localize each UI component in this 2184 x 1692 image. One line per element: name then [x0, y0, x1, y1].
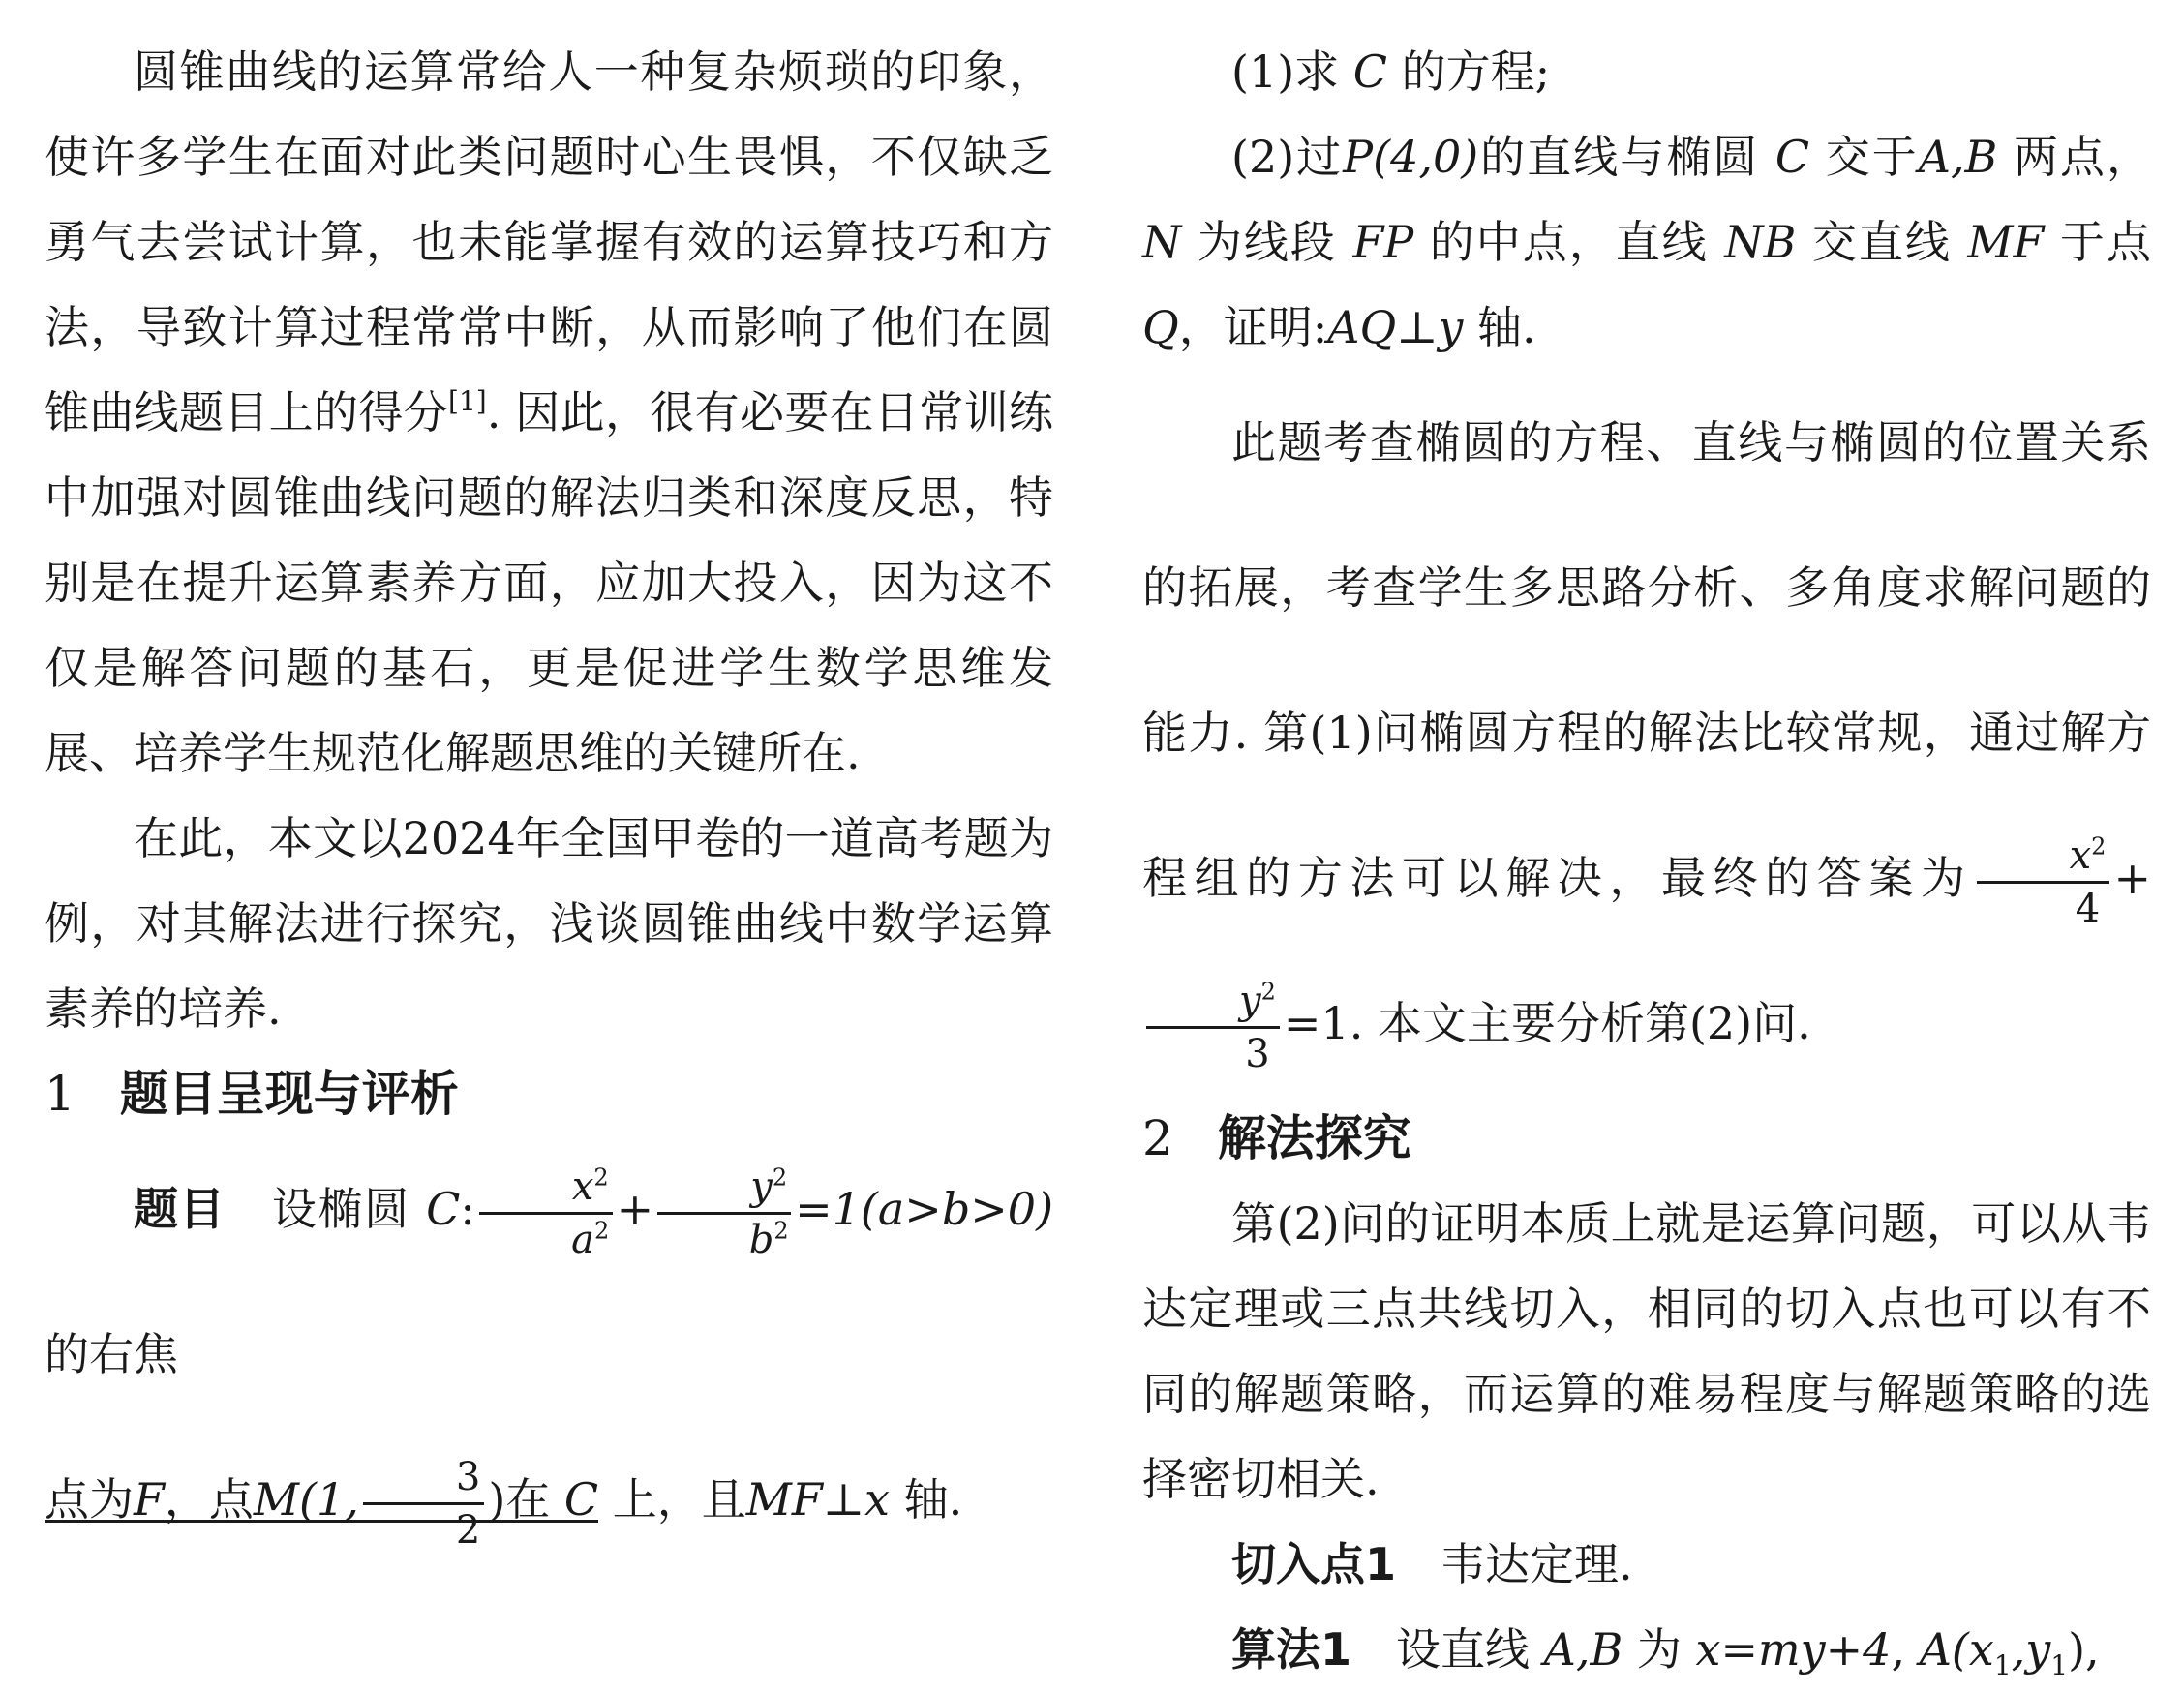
point-m: M(1,	[253, 1473, 359, 1526]
analysis-paragraph: 此题考查椭圆的方程、直线与椭圆的位置关系的拓展，考查学生多思路分析、多角度求解问题的能力. 第(1)问椭圆方程的解法比较常规，通过解方程组的方法可以解决，最终的答案为 $\frac{x^2}{4}$ + $\frac{y^2}{3}$ =1. 本文主要分析第(2)问.	[1142, 416, 2151, 1076]
problem-text-g: 轴.	[903, 1473, 963, 1526]
line-equation: x=my+4	[1695, 1623, 1892, 1676]
problem-text-f: 上，且	[612, 1473, 746, 1526]
question-2	[1142, 114, 2151, 370]
entry-point-1-text: 韦达定理.	[1441, 1538, 1633, 1590]
coord-close: ),	[2068, 1623, 2100, 1676]
line-nb: NB	[1724, 216, 1797, 268]
intro-text: 圆锥曲线的运算常给人一种复杂烦琐的印象，使许多学生在面对此类问题时心生畏惧，不仅缺乏勇气去尝试计算，也未能掌握有效的运算技巧和方法，导致计算过程常常中断，从而影响了他们在圆锥曲线题目上的得分	[45, 45, 1053, 438]
q1-tail: 的方程;	[1401, 45, 1551, 98]
q2-h: 于点	[2060, 216, 2152, 268]
problem-text-d: ，点	[164, 1473, 254, 1526]
q1-text: (1)求	[1231, 45, 1340, 98]
frac-y2-b2: $\frac{y^2}{b^2}$	[657, 1167, 791, 1259]
q2-j: 轴.	[1477, 301, 1536, 353]
point-p: P(4,0)	[1343, 131, 1479, 183]
method-1-label: 算法1	[1231, 1623, 1352, 1676]
intro-text-tail: . 因此，很有必要在日常训练中加强对圆锥曲线问题的解法归类和深度反思，特别是在提升运算素养方面，应加大投入，因为这不仅是解答问题的基石，更是促进学生数学思维发展、培养学生规范化解题思维的关键所在.	[45, 386, 1054, 779]
section-2-heading	[1142, 1096, 2151, 1181]
line-ab: A,B	[1543, 1623, 1623, 1676]
section-1-heading	[45, 1051, 1053, 1136]
left-column	[45, 29, 1053, 1572]
segment-fp: FP	[1352, 216, 1414, 268]
q2-c-ellipse: C	[1774, 131, 1810, 183]
citation-1: [1]	[448, 385, 487, 417]
ellipse-c-2: C	[563, 1473, 599, 1526]
mf-perp-x: MF⊥x	[745, 1473, 890, 1526]
question-1	[1142, 29, 2151, 114]
ellipse-c: C	[426, 1183, 461, 1235]
entry-point-1	[1142, 1522, 2151, 1607]
q2-g: 交直线	[1811, 216, 1952, 268]
problem-text-a: 设椭圆	[271, 1183, 410, 1235]
q2-a: (2)过	[1231, 131, 1344, 183]
analysis-text: 此题考查椭圆的方程、直线与椭圆的位置关系的拓展，考查学生多思路分析、多角度求解问题的能力. 第(1)问椭圆方程的解法比较常规，通过解方程组的方法可以解决，最终的答案为	[1142, 416, 2151, 904]
q2-i: ，证明:	[1178, 301, 1328, 353]
method-1-mid: 为	[1636, 1623, 1682, 1676]
frac-y2-3: $\frac{y^2}{3}$	[1146, 982, 1280, 1073]
q1-c: C	[1352, 45, 1387, 98]
problem-label: 题目	[134, 1183, 227, 1235]
problem-statement: 题目 设椭圆 C: $\frac{x^2}{a^2}$ + $\frac{y^2}{b^2}$ =1(a>b>0)的右焦 点为F，点M(1, $\frac{3}{2}$ )在 C 上，且MF⊥x 轴.	[45, 1163, 1054, 1553]
right-column	[1142, 29, 2151, 1692]
point-n: N	[1142, 216, 1182, 268]
q2-b: 的直线与椭圆	[1478, 131, 1760, 183]
q2-c: 交于	[1825, 131, 1919, 183]
frac-x2-a2: $\frac{x^2}{a^2}$	[479, 1167, 613, 1259]
entry-point-1-label: 切入点1	[1231, 1538, 1397, 1590]
method-1: 算法1 设直线 A,B 为 x=my+4, $A(x_1,y_1)$,	[1231, 1623, 2100, 1682]
footnote-divider	[45, 1520, 598, 1523]
section-2-title: 解法探究	[1217, 1110, 1411, 1166]
section-1-title: 题目呈现与评析	[119, 1066, 459, 1122]
section-2-number: 2	[1142, 1110, 1173, 1166]
sub-1b: 1	[2050, 1649, 2069, 1682]
problem-text-b: 的右焦	[45, 1328, 178, 1380]
intro-paragraph	[45, 29, 1053, 796]
q2-e: 为线段	[1197, 216, 1337, 268]
points-ab: A,B	[1918, 131, 1998, 183]
point-a-coord: A(x	[1919, 1623, 1994, 1676]
line-mf: MF	[1967, 216, 2045, 268]
focus-f: F	[134, 1473, 165, 1526]
sub-1a: 1	[1993, 1649, 2012, 1682]
analysis-tail: =1. 本文主要分析第(2)问.	[1283, 997, 1811, 1049]
method-1-text: 设直线	[1396, 1623, 1531, 1676]
coord-y: ,y	[2011, 1623, 2051, 1676]
problem-text-e: 在	[505, 1473, 551, 1526]
method-intro-paragraph: 第(2)问的证明本质上就是运算问题，可以从韦达定理或三点共线切入，相同的切入点也可以有不同的解题策略，而运算的难易程度与解题策略的选择密切相关.	[1142, 1197, 2151, 1505]
ellipse-condition: =1(a>b>0)	[795, 1183, 1054, 1235]
q2-d: 两点，	[2014, 131, 2152, 183]
problem-text-c: 点为	[45, 1473, 134, 1526]
aq-perp-y: AQ⊥y	[1327, 301, 1464, 353]
purpose-paragraph: 在此，本文以2024年全国甲卷的一道高考题为例，对其解法进行探究，浅谈圆锥曲线中数学运算素养的培养.	[45, 812, 1053, 1035]
section-1-number: 1	[45, 1066, 76, 1122]
frac-3-2: $\frac{3}{2}$	[363, 1458, 484, 1550]
q2-f: 的中点，直线	[1429, 216, 1709, 268]
frac-x2-4: $\frac{x^2}{4}$	[1977, 836, 2110, 928]
point-q: Q	[1142, 301, 1179, 353]
